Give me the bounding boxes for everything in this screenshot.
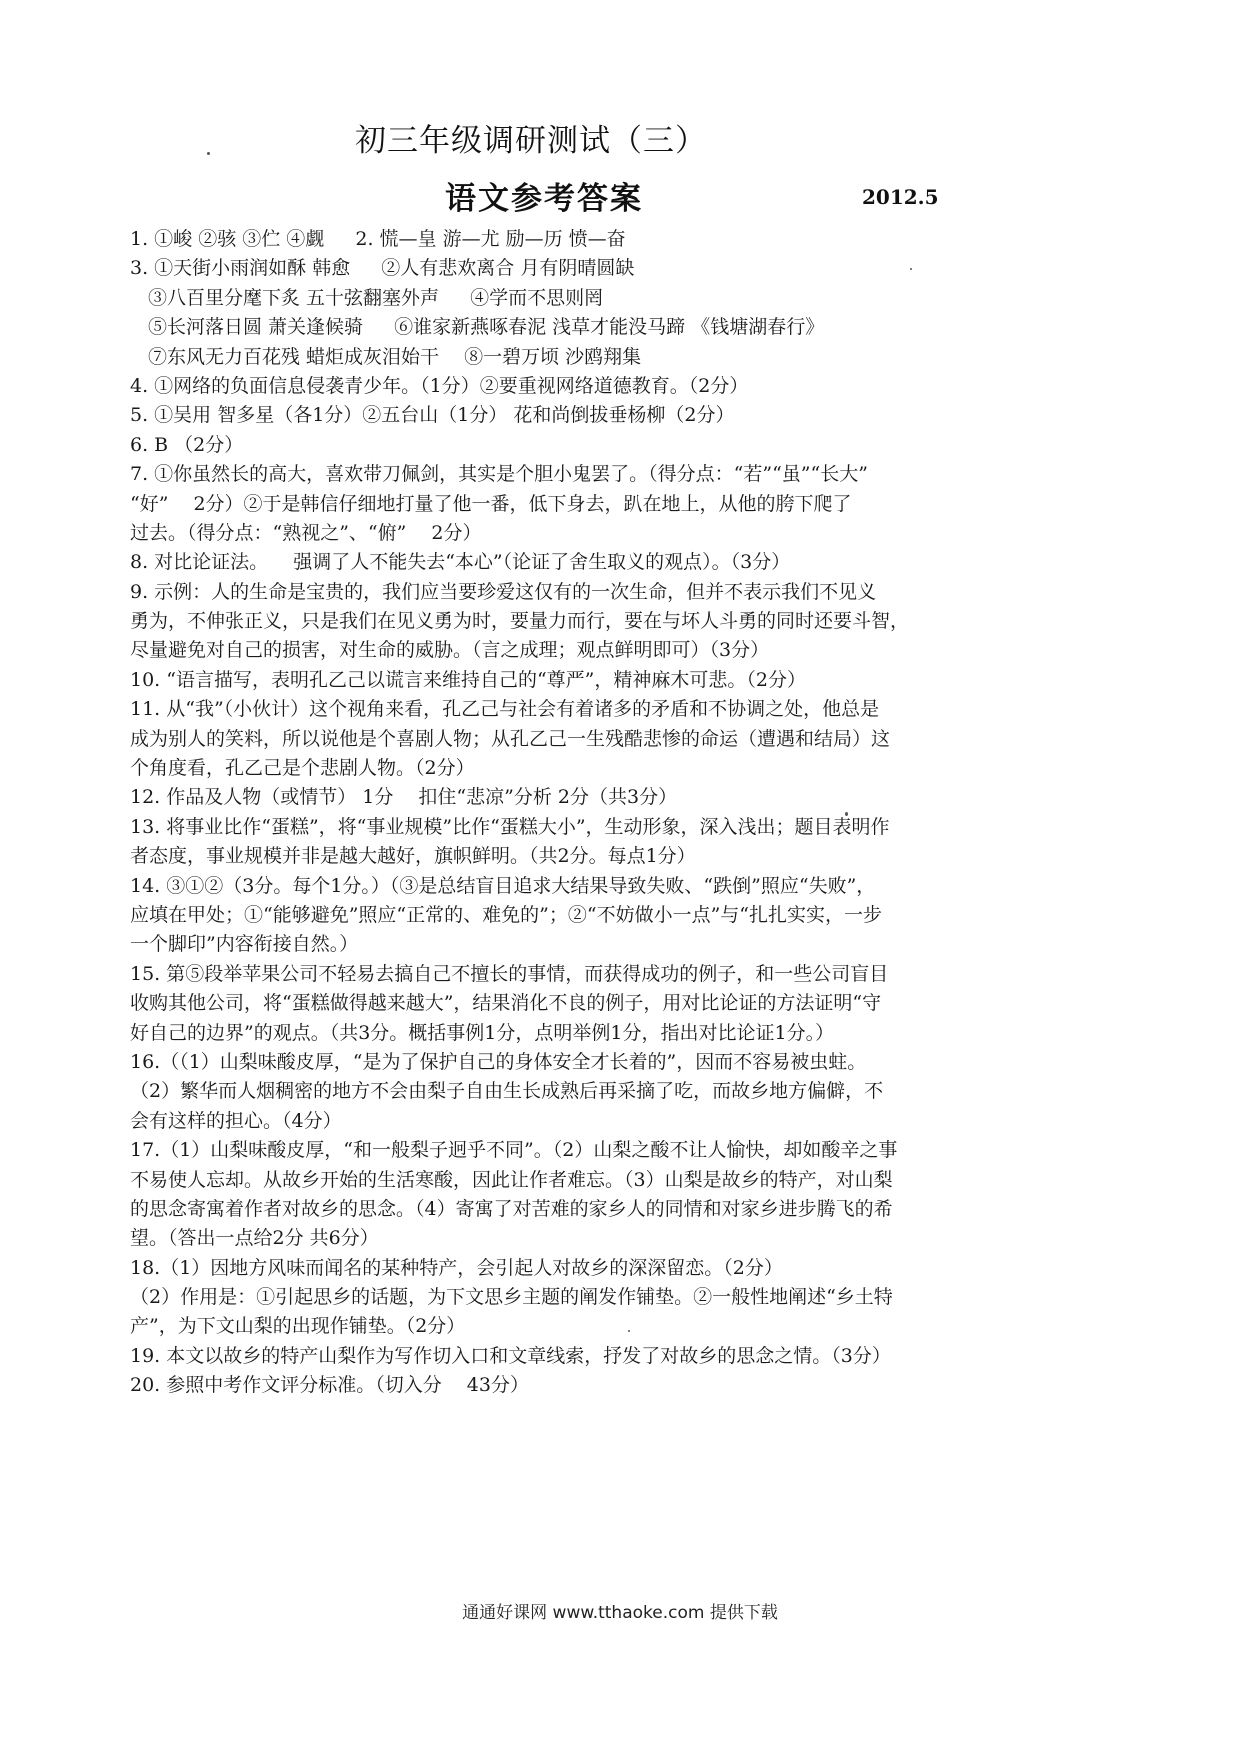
answer-line: 个角度看，孔乙己是个悲剧人物。（2分） xyxy=(130,757,475,780)
answer-line: 成为别人的笑料，所以说他是个喜剧人物；从孔乙己一生残酷悲惨的命运（遭遇和结局）这 xyxy=(130,727,891,750)
page-subtitle: 语文参考答案 xyxy=(445,181,643,217)
answer-list xyxy=(130,225,920,1401)
answer-line: 12. 作品及人物（或情节） 1分 扣住“悲凉”分析 2分（共3分） xyxy=(130,786,678,809)
answer-line: 18.（1）因地方风味而闻名的某种特产，会引起人对故乡的深深留恋。（2分） xyxy=(130,1256,783,1279)
answer-line: 者态度，事业规模并非是越大越好，旗帜鲜明。（共2分。每点1分） xyxy=(130,845,696,868)
answer-line: 17.（1）山梨味酸皮厚，“和一般梨子迥乎不同”。（2）山梨之酸不让人愉快，却如酸辛之事 xyxy=(130,1139,898,1162)
answer-line: 15. 第⑤段举苹果公司不轻易去搞自己不擅长的事情，而获得成功的例子，和一些公司盲目 xyxy=(130,962,889,985)
answer-line: 尽量避免对自己的损害，对生命的威胁。（言之成理；观点鲜明即可）（3分） xyxy=(130,639,770,662)
answer-line: 5. ①吴用 智多星（各1分）②五台山（1分） 花和尚倒拔垂杨柳（2分） xyxy=(130,404,735,427)
scan-speck xyxy=(845,812,848,816)
answer-line: 6. B （2分） xyxy=(130,433,244,456)
scan-speck xyxy=(207,152,210,155)
answer-line: 的思念寄寓着作者对故乡的思念。（4）寄寓了对苦难的家乡人的同情和对家乡进步腾飞的希 xyxy=(130,1197,893,1220)
scan-speck xyxy=(628,1330,630,1332)
answer-line: 一个脚印”内容衔接自然。） xyxy=(130,933,359,956)
answer-line: 应填在甲处；①“能够避免”照应“正常的、难免的”；②“不妨做小一点”与“扎扎实实，一步 xyxy=(130,903,882,926)
answer-line: 10. “语言描写，表明孔乙己以谎言来维持自己的“尊严”，精神麻木可悲。（2分） xyxy=(130,668,806,691)
answer-line: 3. ①天街小雨润如酥 韩愈 ②人有悲欢离合 月有阴晴圆缺 xyxy=(130,257,635,280)
download-credit-footer: 通通好课网 www.tthaoke.com 提供下载 xyxy=(462,1603,778,1623)
answer-line: 4. ①网络的负面信息侵袭青少年。（1分）②要重视网络道德教育。（2分） xyxy=(130,374,749,397)
answer-line: 1. ①峻 ②骇 ③伫 ④觑 2. 慌—皇 游—尤 励—历 愤—奋 xyxy=(130,228,626,250)
answer-line: 产”，为下文山梨的出现作铺垫。（2分） xyxy=(130,1315,466,1338)
page-title: 初三年级调研测试（三） xyxy=(355,123,707,159)
document-date: 2012.5 xyxy=(862,185,939,209)
answer-line: 7. ①你虽然长的高大，喜欢带刀佩剑，其实是个胆小鬼罢了。（得分点：“若”“虽”“长大” xyxy=(130,463,868,486)
answer-line: 16.（（1）山梨味酸皮厚，“是为了保护自己的身体安全才长着的”，因而不容易被虫蛀。 xyxy=(130,1050,867,1073)
answer-line: ③八百里分麾下炙 五十弦翻塞外声 ④学而不思则罔 xyxy=(148,286,604,309)
answer-line: 14. ③①②（3分。每个1分。）（③是总结盲目追求大结果导致失败、“跌倒”照应“失败”， xyxy=(130,874,876,897)
answer-line: 望。（答出一点给2分 共6分） xyxy=(130,1227,379,1250)
answer-line: 过去。（得分点：“熟视之”、“俯” 2分） xyxy=(130,521,482,544)
answer-line: （2）繁华而人烟稠密的地方不会由梨子自由生长成熟后再采摘了吃，而故乡地方偏僻，不 xyxy=(130,1080,884,1103)
answer-line: ⑦东风无力百花残 蜡炬成灰泪始干 ⑧一碧万顷 沙鸥翔集 xyxy=(148,345,642,368)
scan-speck xyxy=(910,268,912,270)
answer-line: 会有这样的担心。（4分） xyxy=(130,1109,342,1132)
answer-line: （2）作用是：①引起思乡的话题，为下文思乡主题的阐发作铺垫。②一般性地阐述“乡土特 xyxy=(130,1286,893,1309)
answer-line: 9. 示例：人的生命是宝贵的，我们应当要珍爱这仅有的一次生命，但并不表示我们不见义 xyxy=(130,580,877,603)
answer-line: 8. 对比论证法。 强调了人不能失去“本心”（论证了舍生取义的观点）。（3分） xyxy=(130,551,791,574)
answer-line: 13. 将事业比作“蛋糕”，将“事业规模”比作“蛋糕大小”，生动形象，深入浅出；题目表明作 xyxy=(130,815,890,838)
answer-line: 收购其他公司，将“蛋糕做得越来越大”，结果消化不良的例子，用对比论证的方法证明“守 xyxy=(130,992,882,1015)
answer-line: 好自己的边界”的观点。（共3分。概括事例1分，点明举例1分，指出对比论证1分。） xyxy=(130,1021,835,1044)
answer-line: 20. 参照中考作文评分标准。（切入分 43分） xyxy=(130,1374,529,1397)
answer-line: ⑤长河落日圆 萧关逢候骑 ⑥谁家新燕啄春泥 浅草才能没马蹄 《钱塘湖春行》 xyxy=(148,316,825,339)
answer-line: “好” 2分）②于是韩信仔细地打量了他一番，低下身去，趴在地上，从他的胯下爬了 xyxy=(130,492,852,515)
answer-line: 勇为，不伸张正义，只是我们在见义勇为时，要量力而行，要在与坏人斗勇的同时还要斗智， xyxy=(130,610,910,633)
answer-line: 19. 本文以故乡的特产山梨作为写作切入口和文章线索，抒发了对故乡的思念之情。（3分） xyxy=(130,1344,891,1367)
answer-line: 11. 从“我”（小伙计）这个视角来看，孔乙己与社会有着诸多的矛盾和不协调之处，他总是 xyxy=(130,698,880,721)
answer-line: 不易使人忘却。从故乡开始的生活寒酸，因此让作者难忘。（3）山梨是故乡的特产，对山梨 xyxy=(130,1168,893,1191)
